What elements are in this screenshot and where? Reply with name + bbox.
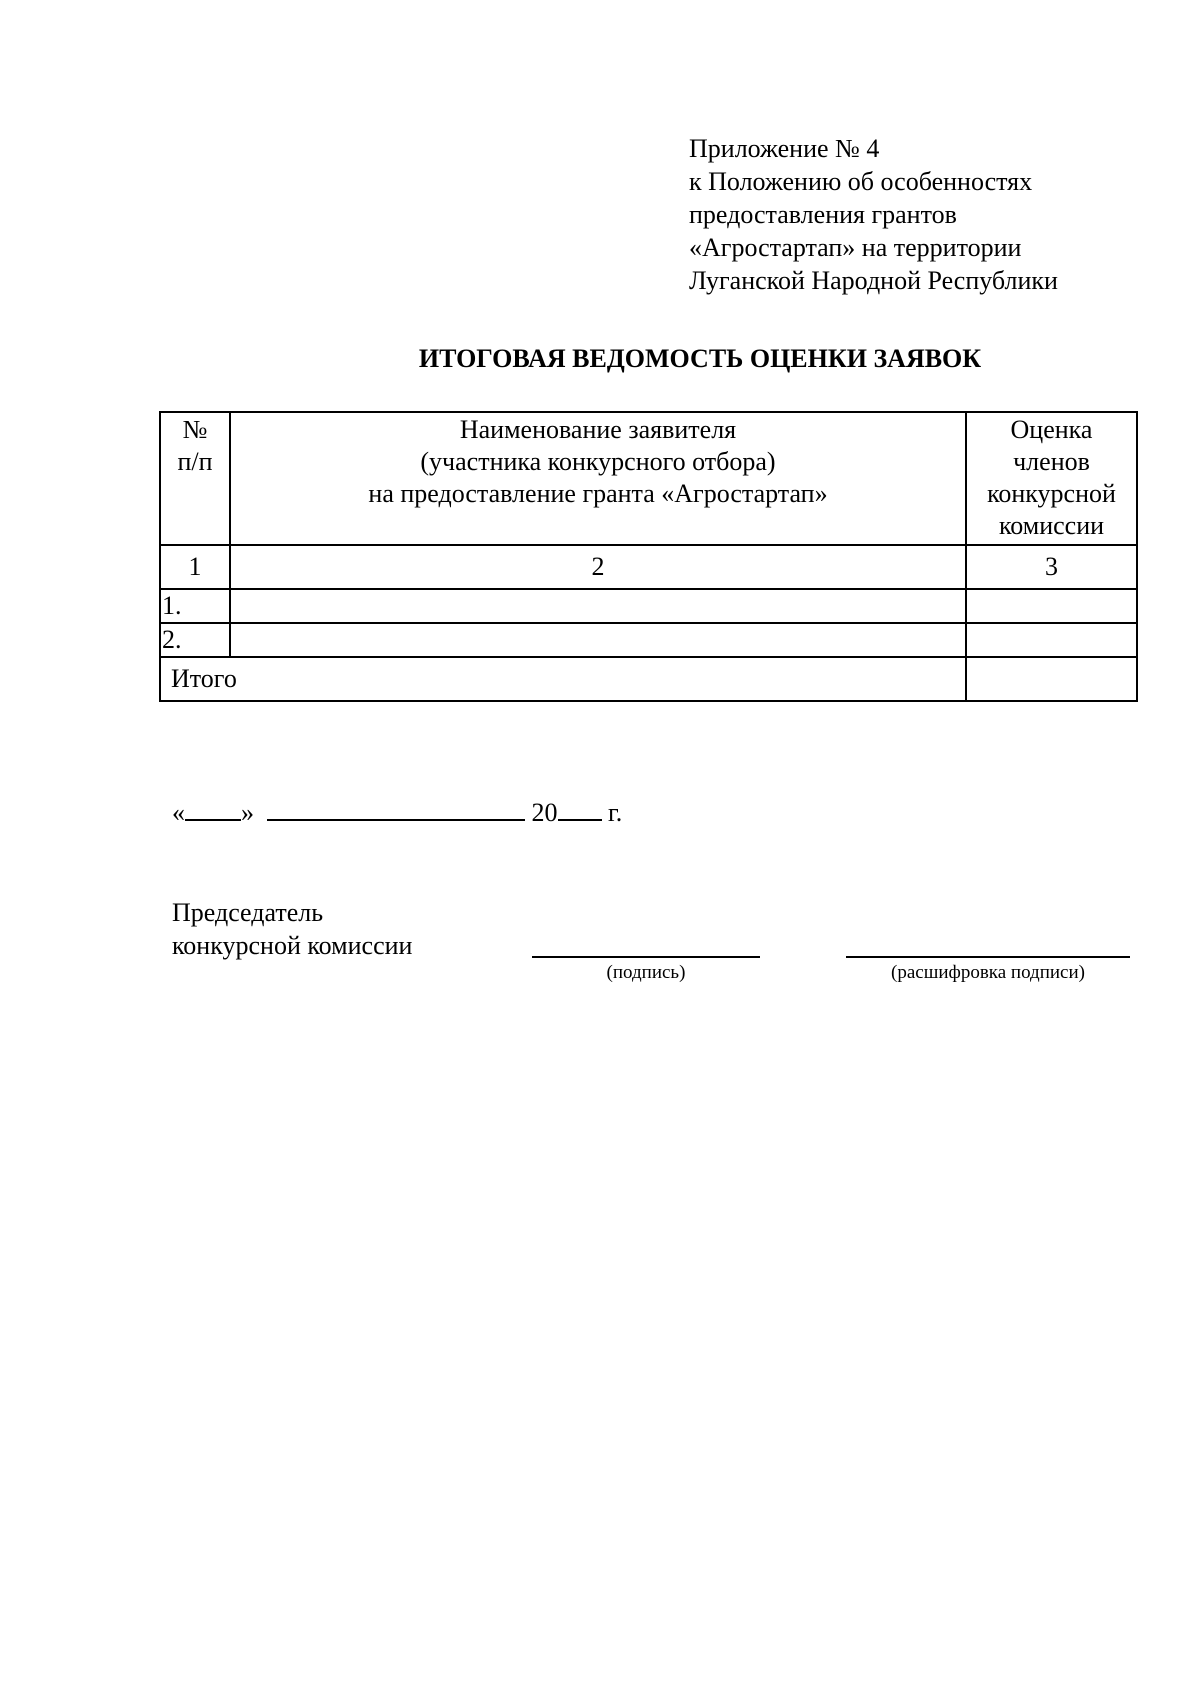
row-score-cell[interactable] <box>966 623 1137 657</box>
column-number: 3 <box>966 545 1137 589</box>
signature-decode-caption: (расшифровка подписи) <box>891 962 1085 983</box>
chairman-label <box>172 896 412 962</box>
year-prefix: 20 <box>531 798 558 827</box>
table-header-row <box>160 412 1137 545</box>
day-blank[interactable] <box>185 797 241 821</box>
signature-caption: (подпись) <box>606 962 686 983</box>
evaluation-table <box>159 411 1138 702</box>
total-row <box>160 657 1137 701</box>
total-label: Итого <box>160 657 966 701</box>
year-blank[interactable] <box>558 797 602 821</box>
header-score-line: конкурсной <box>987 479 1116 508</box>
signature-line[interactable] <box>532 956 760 958</box>
header-applicant-line: Наименование заявителя <box>459 415 737 444</box>
date-open-quote: « <box>172 798 185 827</box>
row-number: 1. <box>160 589 230 623</box>
appendix-line: предоставления грантов <box>689 200 957 229</box>
date-close-quote: » <box>241 798 254 827</box>
appendix-line: Луганской Народной Республики <box>689 266 1058 295</box>
header-score-line: Оценка <box>1010 415 1093 444</box>
header-number-line: № <box>182 415 208 444</box>
header-number-line: п/п <box>177 447 213 476</box>
appendix-line: «Агростартап» на территории <box>689 233 1022 262</box>
row-applicant-cell[interactable] <box>230 589 966 623</box>
header-applicant <box>230 412 966 545</box>
column-number: 2 <box>230 545 966 589</box>
chairman-line: Председатель <box>172 898 324 927</box>
row-applicant-cell[interactable] <box>230 623 966 657</box>
appendix-line: Приложение № 4 <box>689 134 880 163</box>
header-number <box>160 412 230 545</box>
table-row <box>160 589 1137 623</box>
column-number: 1 <box>160 545 230 589</box>
date-line <box>172 797 622 828</box>
document-title: ИТОГОВАЯ ВЕДОМОСТЬ ОЦЕНКИ ЗАЯВОК <box>418 344 982 373</box>
header-applicant-line: на предоставление гранта «Агростартап» <box>368 479 828 508</box>
month-blank[interactable] <box>267 797 525 821</box>
total-value-cell[interactable] <box>966 657 1137 701</box>
signature-decode-line[interactable] <box>846 956 1130 958</box>
header-score-line: комиссии <box>998 511 1105 540</box>
row-number: 2. <box>160 623 230 657</box>
header-applicant-line: (участника конкурсного отбора) <box>420 447 776 476</box>
header-score-line: членов <box>1013 447 1090 476</box>
row-score-cell[interactable] <box>966 589 1137 623</box>
year-suffix: г. <box>608 798 623 827</box>
appendix-line: к Положению об особенностях <box>689 167 1033 196</box>
table-row <box>160 623 1137 657</box>
chairman-line: конкурсной комиссии <box>172 931 413 960</box>
column-number-row <box>160 545 1137 589</box>
appendix-block <box>689 132 1058 297</box>
header-score <box>966 412 1137 545</box>
